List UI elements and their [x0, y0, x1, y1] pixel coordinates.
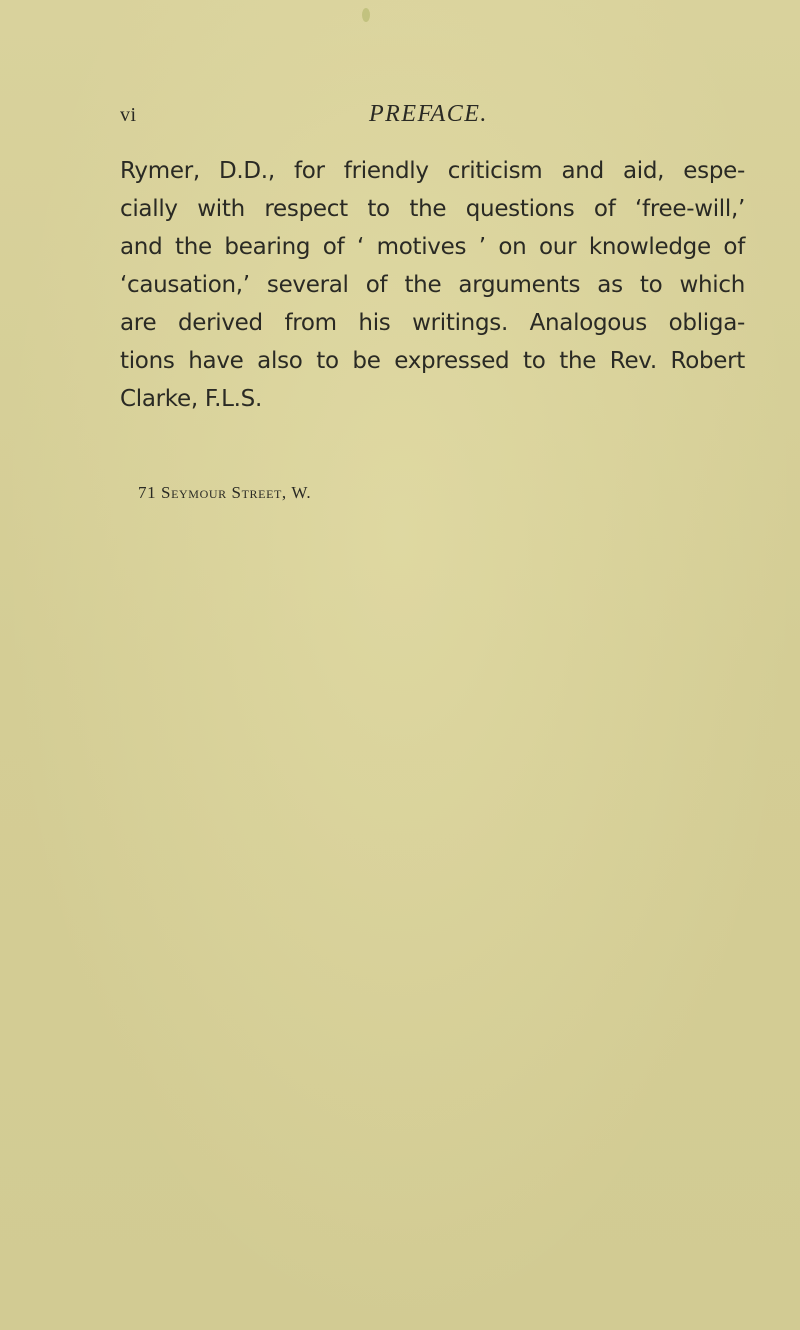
author-address: 71 Seymour Street, W. [138, 483, 312, 502]
paragraph-line: and the bearing of ‘ motives ’ on our knowledge of [120, 234, 745, 260]
paper-blemish [362, 8, 370, 22]
paragraph-line: ‘causation,’ several of the arguments as to which [120, 272, 745, 298]
paragraph-line: tions have also to be expressed to the Rev. Robert [120, 348, 745, 374]
paragraph-line: Rymer, D.D., for friendly criticism and aid, espe- [120, 158, 745, 184]
page-number: vi [120, 104, 137, 126]
paragraph-line: are derived from his writings. Analogous obliga- [120, 310, 745, 336]
paragraph-line: Clarke, F.L.S. [120, 386, 262, 412]
preface-paragraph [120, 152, 745, 418]
paragraph-line: cially with respect to the questions of ‘free-will,’ [120, 196, 745, 222]
running-head: PREFACE. [369, 101, 488, 127]
